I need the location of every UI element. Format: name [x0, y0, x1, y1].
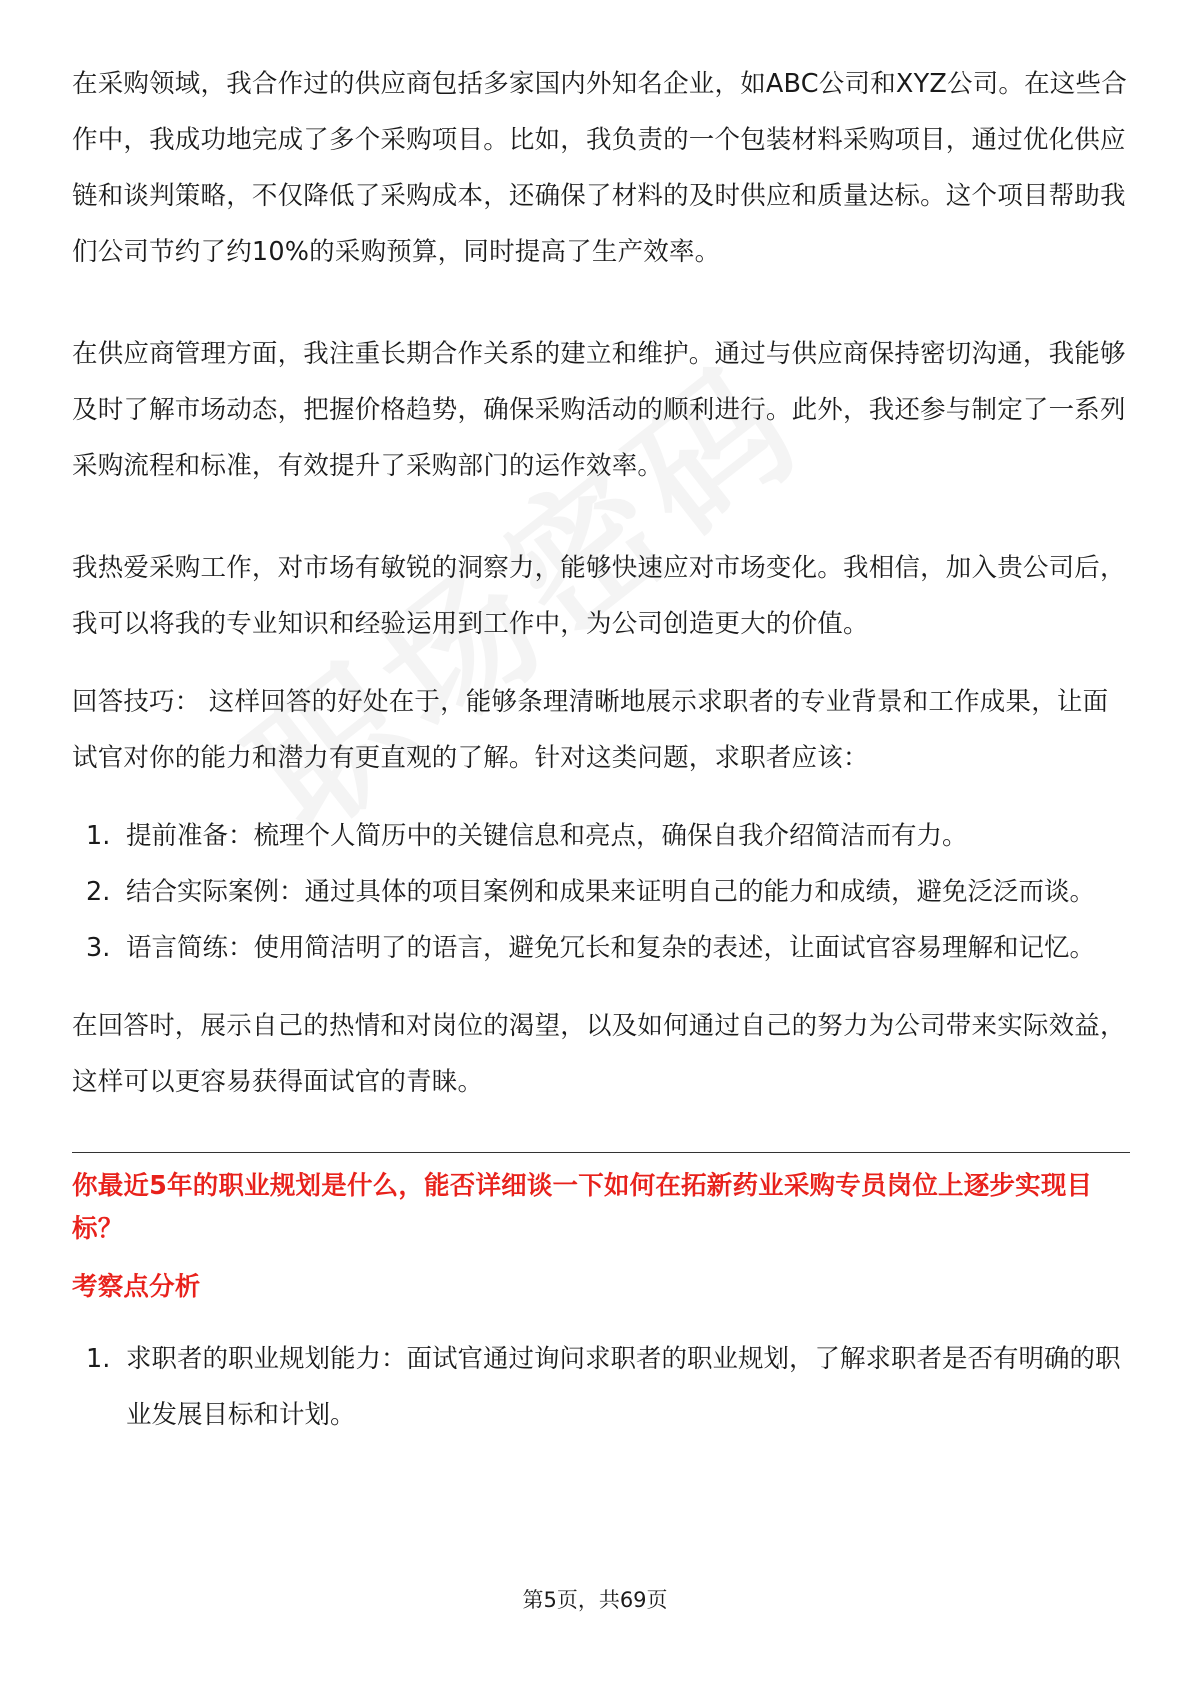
- interview-question: 你最近5年的职业规划是什么，能否详细谈一下如何在拓新药业采购专员岗位上逐步实现目标？: [72, 1171, 1093, 1244]
- paragraph-supplier-experience: 在采购领域，我合作过的供应商包括多家国内外知名企业，如ABC公司和XYZ公司。在这些合作中，我成功地完成了多个采购项目。比如，我负责的一个包装材料采购项目，通过优化供应链和谈判策略，不仅降低了采购成本，还确保了材料的及时供应和质量达标。这个项目帮助我们公司节约了约10%的采购预算，同时提高了生产效率。: [72, 69, 1127, 267]
- page-number-footer: 第5页，共69页: [522, 1588, 668, 1612]
- list-item: [72, 920, 1130, 976]
- section-title: 考察点分析: [72, 1272, 201, 1302]
- list-text: 结合实际案例：通过具体的项目案例和成果来证明自己的能力和成绩，避免泛泛而谈。: [126, 877, 1096, 907]
- list-number: 1.: [86, 821, 111, 851]
- list-item: [72, 1331, 1130, 1443]
- analysis-list: [72, 1331, 1130, 1443]
- list-item: [72, 864, 1130, 920]
- list-text: 语言简练：使用简洁明了的语言，避免冗长和复杂的表述，让面试官容易理解和记忆。: [126, 933, 1096, 963]
- list-text: 求职者的职业规划能力：面试官通过询问求职者的职业规划，了解求职者是否有明确的职业发展目标和计划。: [126, 1344, 1121, 1430]
- page-content: [72, 56, 1130, 1443]
- list-number: 1.: [86, 1344, 111, 1374]
- paragraph-motivation: 我热爱采购工作，对市场有敏锐的洞察力，能够快速应对市场变化。我相信，加入贵公司后，我可以将我的专业知识和经验运用到工作中，为公司创造更大的价值。: [72, 553, 1126, 639]
- list-number: 2.: [86, 877, 111, 907]
- list-text: 提前准备：梳理个人简历中的关键信息和亮点，确保自我介绍简洁而有力。: [126, 821, 968, 851]
- paragraph-supplier-management: 在供应商管理方面，我注重长期合作关系的建立和维护。通过与供应商保持密切沟通，我能够及时了解市场动态，把握价格趋势，确保采购活动的顺利进行。此外，我还参与制定了一系列采购流程和标准，有效提升了采购部门的运作效率。: [72, 339, 1126, 481]
- list-number: 3.: [86, 933, 111, 963]
- paragraph-answer-tips: 回答技巧： 这样回答的好处在于，能够条理清晰地展示求职者的专业背景和工作成果，让面试官对你的能力和潜力有更直观的了解。针对这类问题，求职者应该：: [72, 687, 1109, 773]
- paragraph-closing: 在回答时，展示自己的热情和对岗位的渴望，以及如何通过自己的努力为公司带来实际效益，这样可以更容易获得面试官的青睐。: [72, 1011, 1126, 1097]
- list-item: [72, 808, 1130, 864]
- tips-list: [72, 808, 1130, 976]
- section-divider: [72, 1152, 1130, 1153]
